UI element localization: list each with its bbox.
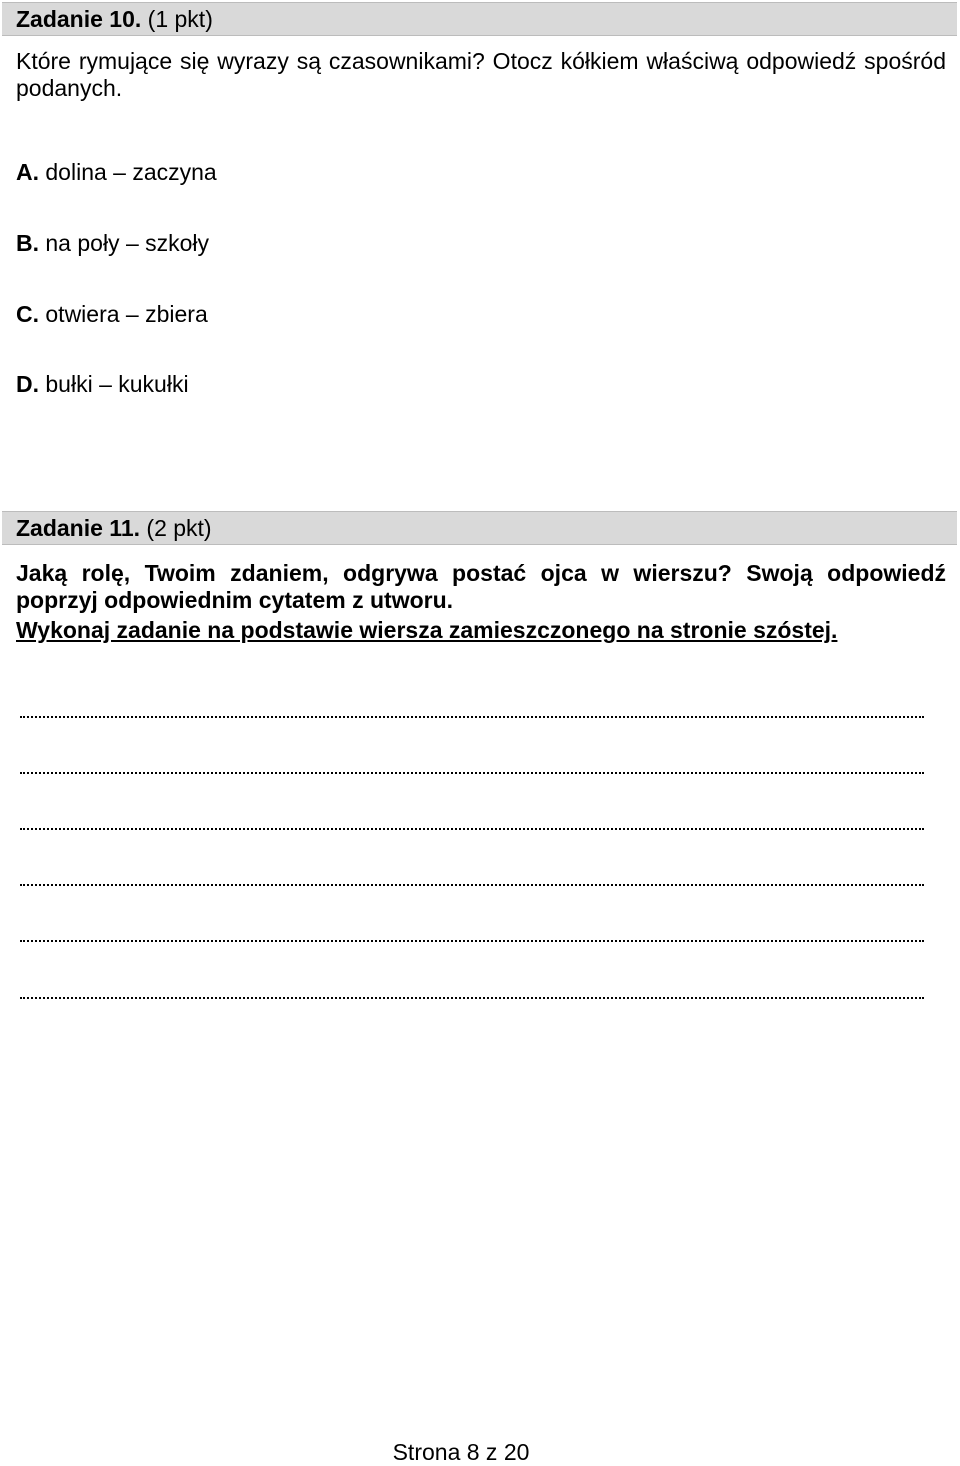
option-text: otwiera – zbiera (45, 301, 208, 327)
task-10-title: Zadanie 10. (16, 6, 142, 32)
option-text: na poły – szkoły (45, 230, 210, 256)
option-text: dolina – zaczyna (45, 159, 217, 185)
option-letter: C. (16, 301, 39, 327)
option-letter: A. (16, 159, 39, 185)
answer-line-4[interactable] (20, 884, 924, 886)
answer-line-6[interactable] (20, 997, 924, 999)
answer-option-c[interactable] (16, 300, 208, 328)
task-11-points: (2 pkt) (146, 515, 212, 541)
task-11-instruction: Wykonaj zadanie na podstawie wiersza zamieszczonego na stronie szóstej. (16, 617, 838, 643)
task-10-header (2, 2, 957, 36)
task-10-question: Które rymujące się wyrazy są czasownikami? Otocz kółkiem właściwą odpowiedź spośród podanych. (16, 48, 946, 101)
answer-line-3[interactable] (20, 828, 924, 830)
answer-option-a[interactable] (16, 158, 217, 186)
answer-line-5[interactable] (20, 940, 924, 942)
answer-line-1[interactable] (20, 716, 924, 718)
answer-option-d[interactable] (16, 370, 189, 398)
task-11-header (2, 511, 957, 545)
page-number: Strona 8 z 20 (392, 1439, 530, 1465)
answer-line-2[interactable] (20, 772, 924, 774)
option-letter: D. (16, 371, 39, 397)
task-10-points: (1 pkt) (147, 6, 213, 32)
answer-option-b[interactable] (16, 229, 209, 257)
task-11-title: Zadanie 11. (16, 515, 141, 541)
option-letter: B. (16, 230, 39, 256)
option-text: bułki – kukułki (45, 371, 189, 397)
task-11-question: Jaką rolę, Twoim zdaniem, odgrywa postać ojca w wierszu? Swoją odpowiedź poprzyj odpowiednim cytatem z utworu. (16, 560, 946, 613)
